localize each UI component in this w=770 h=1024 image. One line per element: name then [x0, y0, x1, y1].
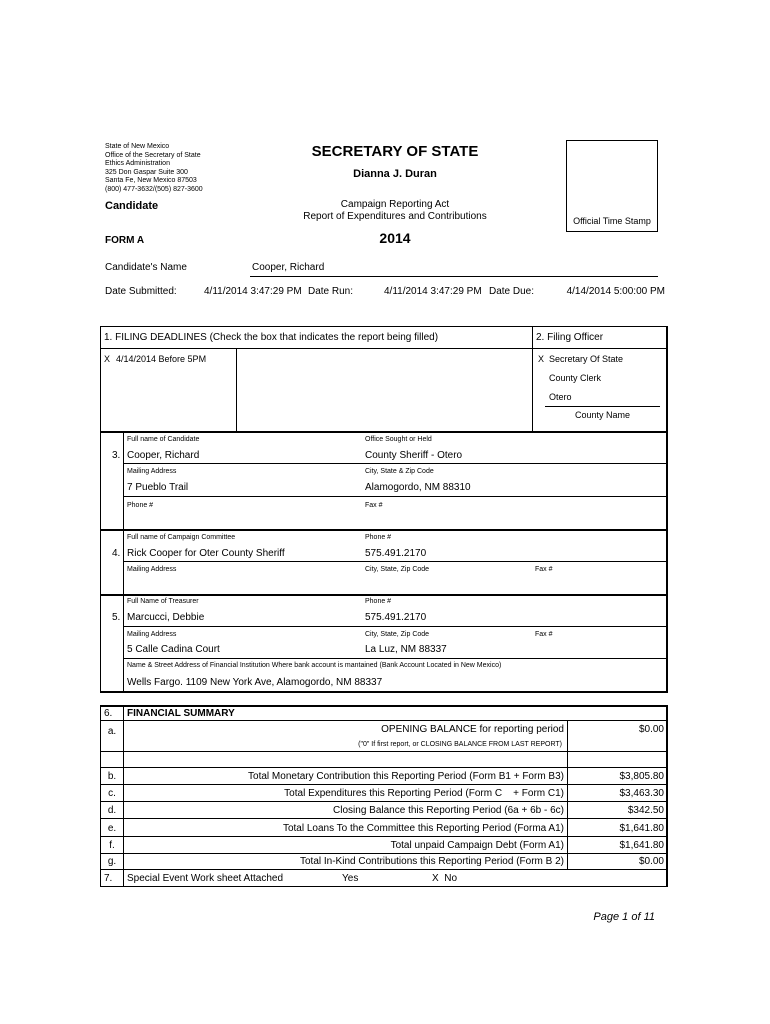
event-number: 7. [104, 873, 113, 884]
date-run: 4/11/2014 3:47:29 PM [384, 286, 482, 297]
filing-deadline-header: 1. FILING DEADLINES (Check the box that indicates the report being filled) [104, 332, 439, 343]
summary-label-d: Closing Balance this Reporting Period (6a + 6b - 6c) [333, 805, 564, 816]
summary-letter-g: g. [107, 856, 117, 867]
summary-label-c: Total Expenditures this Reporting Period (Form C + Form C1) [284, 788, 564, 799]
role-label: Candidate [105, 200, 159, 212]
summary-label-g: Total In-Kind Contributions this Reporting Period (Form B 2) [299, 856, 564, 867]
summary-value-e: $1,641.80 [619, 823, 664, 834]
s5-bank-label: Name & Street Address of Financial Institution Where bank account is mantained (Bank Account Located in New Mexico) [127, 662, 502, 669]
summary-letter-a: a. [107, 726, 117, 737]
s5-number: 5. [112, 612, 121, 623]
date-due-label: Date Due: [489, 286, 535, 297]
s3-city: Alamogordo, NM 88310 [365, 482, 471, 493]
event-label: Special Event Work sheet Attached [127, 873, 284, 884]
officer-clerk: County Clerk [549, 373, 602, 383]
date-submitted-label: Date Submitted: [105, 286, 177, 297]
report-name: Report of Expenditures and Contributions [303, 211, 487, 222]
filing-officer-header: 2. Filing Officer [536, 332, 604, 343]
summary-value-a: $0.00 [638, 724, 664, 735]
s5-treasurer: Marcucci, Debbie [127, 612, 205, 623]
s4-phone-label: Phone # [365, 534, 392, 541]
summary-label-e: Total Loans To the Committee this Reporting Period (Forma A1) [282, 823, 564, 834]
s4-committee-label: Full name of Campaign Committee [127, 534, 236, 541]
summary-value-g: $0.00 [638, 856, 664, 867]
officer-sos: Secretary Of State [549, 354, 624, 364]
summary-value-b: $3,805.80 [619, 771, 664, 782]
summary-letter-e: e. [107, 823, 117, 834]
s4-fax-label: Fax # [535, 566, 553, 573]
county-name-label: County Name [575, 410, 631, 420]
summary-letter-f: f. [109, 840, 115, 851]
summary-label-f: Total unpaid Campaign Debt (Form A1) [390, 840, 564, 851]
s5-treasurer-label: Full Name of Treasurer [127, 598, 199, 605]
candidate-name-label: Candidate's Name [105, 262, 187, 273]
summary-title: FINANCIAL SUMMARY [127, 708, 235, 719]
candidate-name: Cooper, Richard [252, 262, 325, 273]
summary-letter-c: c. [108, 788, 116, 799]
s3-city-label: City, State & Zip Code [365, 468, 434, 475]
s5-city: La Luz, NM 88337 [365, 644, 447, 655]
opening-balance-note: ("0" If first report, or CLOSING BALANCE FROM LAST REPORT) [358, 741, 562, 748]
s3-number: 3. [112, 450, 121, 461]
form-label: FORM A [105, 235, 145, 246]
s5-fax-label: Fax # [535, 631, 553, 638]
s4-mailing-label: Mailing Address [127, 566, 177, 573]
s4-city-label: City, State, Zip Code [365, 566, 430, 573]
summary-value-c: $3,463.30 [619, 788, 664, 799]
s4-number: 4. [112, 548, 121, 559]
summary-letter-d: d. [107, 805, 117, 816]
date-submitted: 4/11/2014 3:47:29 PM [204, 286, 302, 297]
report-year: 2014 [379, 230, 411, 246]
date-due: 4/14/2014 5:00:00 PM [566, 286, 665, 297]
s5-bank: Wells Fargo. 1109 New York Ave, Alamogordo, NM 88337 [127, 677, 383, 688]
summary-letter-b: b. [107, 771, 117, 782]
event-yes[interactable]: Yes [342, 873, 359, 884]
s4-phone: 575.491.2170 [365, 548, 427, 559]
s3-fax-label: Fax # [365, 502, 383, 509]
deadline-value: 4/14/2014 Before 5PM [116, 354, 207, 364]
s3-name-label: Full name of Candidate [127, 436, 200, 443]
officer-sos-checkbox[interactable]: X [538, 354, 545, 364]
s5-phone: 575.491.2170 [365, 612, 427, 623]
deadline-checkbox[interactable]: X [104, 354, 111, 364]
s5-city-label: City, State, Zip Code [365, 631, 430, 638]
summary-label-b: Total Monetary Contribution this Reporting Period (Form B1 + Form B3) [248, 771, 564, 782]
s3-mailing-label: Mailing Address [127, 468, 177, 475]
date-run-label: Date Run: [308, 286, 354, 297]
event-no[interactable]: X No [432, 873, 458, 884]
official-name: Dianna J. Duran [353, 168, 437, 180]
page-title: SECRETARY OF STATE [311, 143, 479, 160]
s3-office-label: Office Sought or Held [365, 436, 432, 443]
summary-value-d: $342.50 [627, 805, 664, 816]
summary-label-a: OPENING BALANCE for reporting period [381, 724, 564, 735]
s5-mailing: 5 Calle Cadina Court [127, 644, 220, 655]
s4-committee: Rick Cooper for Oter County Sheriff [127, 548, 285, 559]
time-stamp-box: Official Time Stamp [566, 140, 658, 232]
county-value: Otero [549, 392, 572, 402]
s5-phone-label: Phone # [365, 598, 392, 605]
s3-name: Cooper, Richard [127, 450, 200, 461]
summary-value-f: $1,641.80 [619, 840, 664, 851]
summary-number: 6. [104, 708, 113, 719]
act-name: Campaign Reporting Act [340, 199, 450, 210]
s3-mailing: 7 Pueblo Trail [127, 482, 189, 493]
page-number: Page 1 of 11 [593, 911, 655, 923]
s5-mailing-label: Mailing Address [127, 631, 177, 638]
s3-office: County Sheriff - Otero [365, 450, 463, 461]
agency-address: State of New Mexico Office of the Secretary of State Ethics Administration 325 Don Gaspar Suite 300 Santa Fe, New Mexico 87503 (800) 477-3632/(505) 827-3600 [105, 143, 203, 193]
s3-phone-label: Phone # [127, 502, 154, 509]
